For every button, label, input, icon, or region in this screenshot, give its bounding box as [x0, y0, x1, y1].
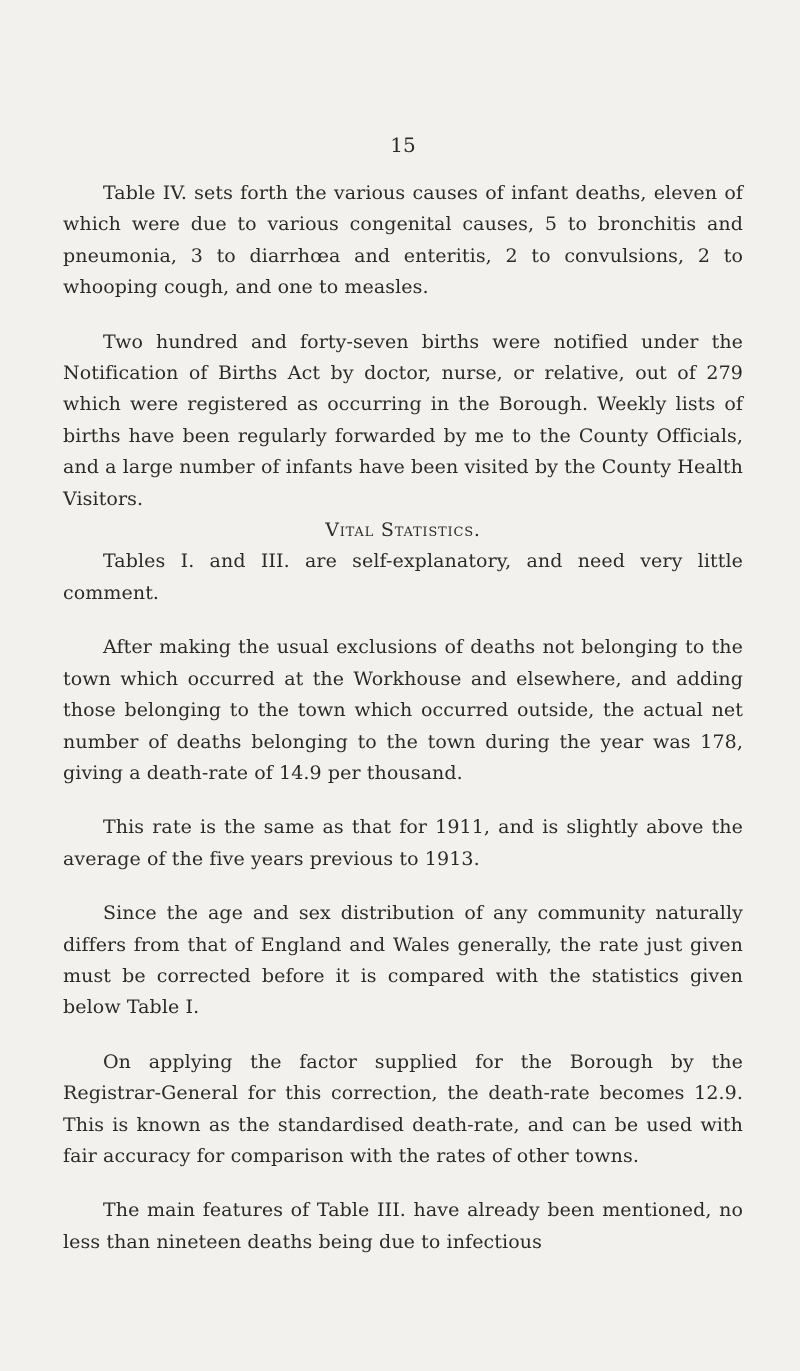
- paragraph-age-sex-distribution: Since the age and sex distribution of any community naturally differs from that of England and Wales generally, the rate just given must be corrected before it is compared with the statistics given below Table I.: [63, 902, 743, 1019]
- page-number: 15: [390, 133, 416, 157]
- body-text: [63, 178, 743, 1281]
- paragraph-standardised-rate: On applying the factor supplied for the Borough by the Registrar-General for this correction, the death-rate becomes 12.9. This is known as the standardised death-rate, and can be used with fair accuracy for comparison with the rates of other towns.: [63, 1050, 743, 1167]
- paragraph-births-notified: Two hundred and forty-seven births were notified under the Notification of Births Act by doctor, nurse, or relative, out of 279 which were registered as occurring in the Borough. Weekly lists of births have been regularly forwarded by me to the County Officials, and a large number of infants have been visited by the County Health Visitors.: [63, 330, 744, 510]
- paragraph-table-three-features: The main features of Table III. have already been mentioned, no less than nineteen deaths being due to infectious: [63, 1199, 743, 1253]
- paragraph-tables-comment: Tables I. and III. are self-explanatory, and need very little comment.: [63, 550, 743, 604]
- paragraph-rate-comparison: This rate is the same as that for 1911, and is slightly above the average of the five years previous to 1913.: [63, 816, 743, 870]
- paragraph-death-rate: After making the usual exclusions of deaths not belonging to the town which occurred at the Workhouse and elsewhere, and adding those belonging to the town which occurred outside, the actual net number of deaths belonging to the town during the year was 178, giving a death-rate of 14.9 per thousand.: [63, 636, 743, 784]
- section-heading-vital-statistics: Vital Statistics.: [325, 519, 481, 542]
- paragraph-infant-deaths: Table IV. sets forth the various causes of infant deaths, eleven of which were due to various congenital causes, 5 to bronchitis and pneumonia, 3 to diarrhœa and enteritis, 2 to convulsions, 2 to whooping cough, and one to measles.: [63, 182, 743, 299]
